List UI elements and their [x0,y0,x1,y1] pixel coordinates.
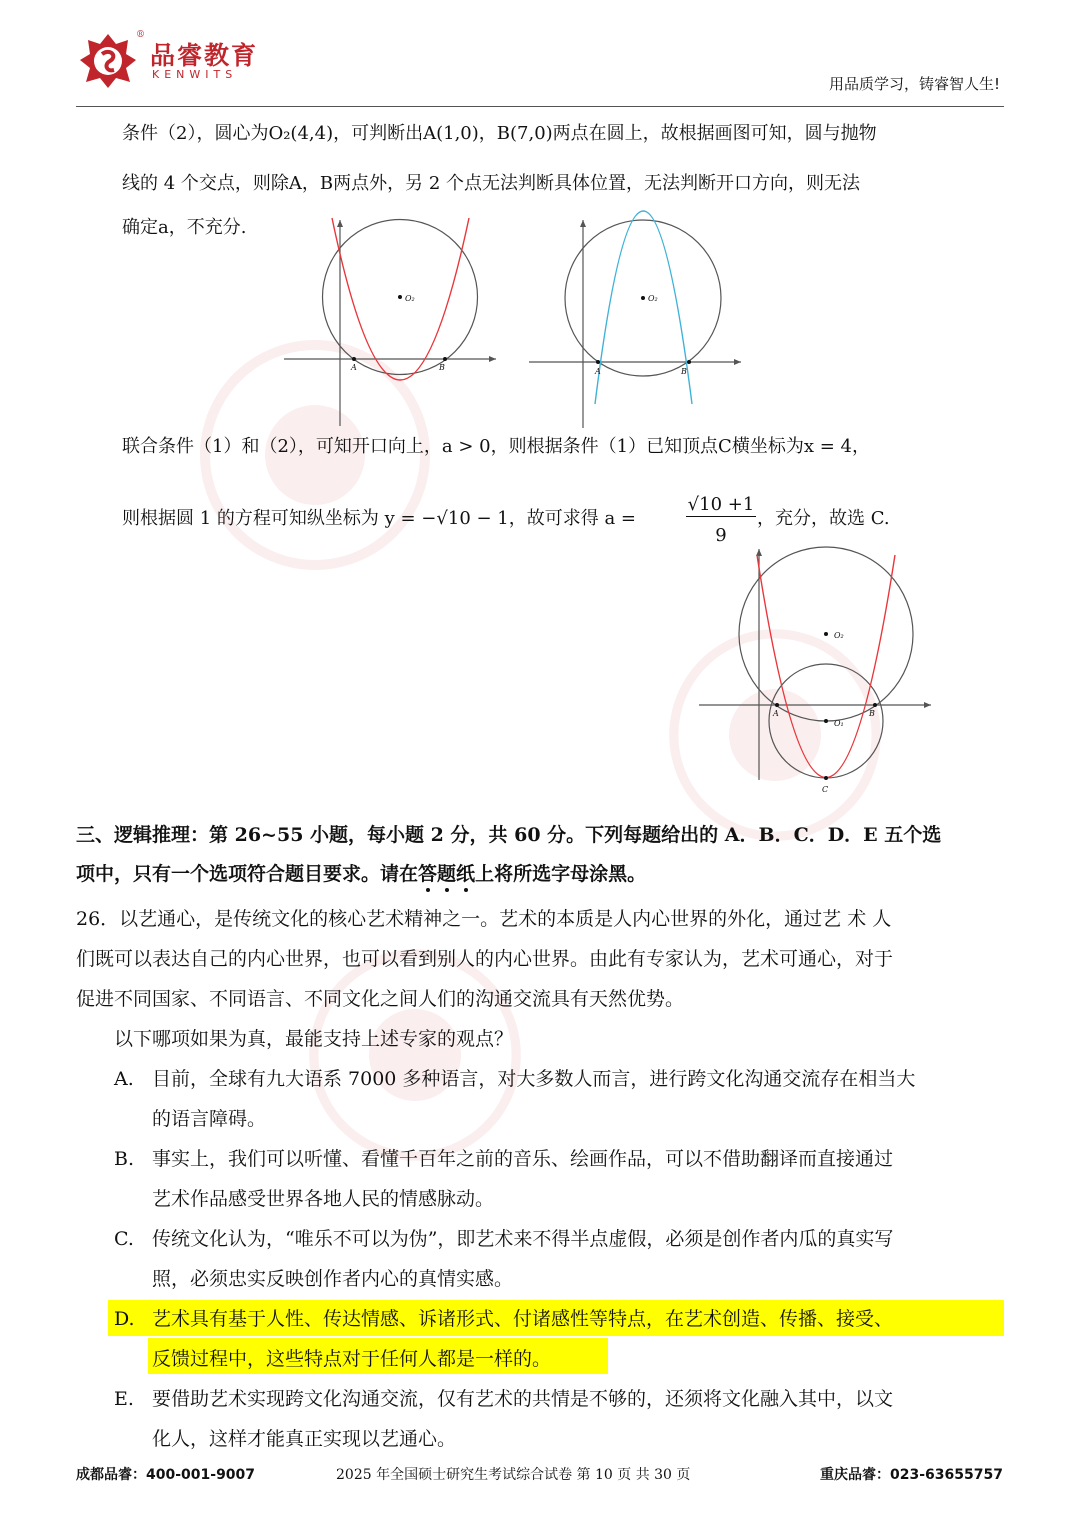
section-heading-line-2 [76,862,646,886]
question-stem-line-2: 们既可以表达自己的内心世界，也可以看到别人的内心世界。由此有专家认为，艺术可通心，对于 [76,948,894,970]
label-c: C [822,785,829,794]
label-b: B [869,709,875,718]
kenwits-logo-icon [76,30,140,92]
option-c-line-1: 传统文化认为，“唯乐不可以为伪”，即艺术来不得半点虚假，必须是创作者内瓜的真实写 [152,1228,894,1250]
solution-line-1: 条件（2），圆心为O₂(4,4)，可判断出A(1,0)，B(7,0)两点在圆上，故根据画图可知，圆与抛物 [122,123,877,144]
option-letter: E. [114,1388,134,1410]
emphasis-dot-char: 纸 [456,863,476,885]
brand-name-en: KENWITS [152,68,238,81]
option-a-line-2: 的语言障碍。 [152,1108,267,1130]
label-o1: O₁ [834,719,844,728]
option-letter: C. [114,1228,134,1250]
solution-line-5b: ，充分，故选 C. [757,508,890,529]
solution-line-5a: 则根据圆 1 的方程可知纵坐标为 y = −√10 − 1，故可求得 a = [122,508,636,529]
option-e-line-2: 化人，这样才能真正实现以艺通心。 [152,1428,457,1450]
label-o2: O₂ [648,294,658,303]
label-o2: O₂ [405,294,415,303]
question-ask: 以下哪项如果为真，最能支持上述专家的观点？ [114,1028,514,1050]
option-letter: D. [114,1308,135,1330]
footer-chongqing-contact: 重庆品睿：023-63655757 [820,1467,1003,1483]
header-divider [76,106,1004,107]
brand-name: 品睿教育 [150,41,259,70]
emphasis-dot-char: 答 [418,863,438,885]
slogan: 用品质学习，铸睿智人生! [828,75,1000,93]
option-e-line-1: 要借助艺术实现跨文化沟通交流，仅有艺术的共情是不够的，还须将文化融入其中，以文 [152,1388,894,1410]
option-c-line-2: 照，必须忠实反映创作者内心的真情实感。 [152,1268,514,1290]
footer-page-info: 2025 年全国硕士研究生考试综合试卷 第 10 页 共 30 页 [336,1467,691,1483]
fraction-denominator: 9 [715,525,727,546]
section-heading-text: 项中，只有一个选项符合题目要求。请在 [76,863,419,885]
watermark-logo-icon [300,940,530,1170]
emphasis-dot-char: 题 [437,863,457,885]
figure-blue-parabola [525,208,745,430]
figure-red-parabola [280,212,500,430]
option-letter: B. [114,1148,135,1170]
solution-line-4: 联合条件（1）和（2），可知开口向上，a > 0，则根据条件（1）已知顶点C横坐标为x = 4， [122,436,870,457]
label-a: A [773,709,779,718]
registered-mark: ® [136,30,145,40]
option-letter: A. [114,1068,134,1090]
label-b: B [681,367,687,376]
question-stem-line-3: 促进不同国家、不同语言、不同文化之间人们的沟通交流具有天然优势。 [76,988,685,1010]
option-d-line-2: 反馈过程中，这些特点对于任何人都是一样的。 [152,1348,552,1370]
option-b-line-1: 事实上，我们可以听懂、看懂千百年之前的音乐、绘画作品，可以不借助翻译而直接通过 [152,1148,894,1170]
option-a-line-1: 目前，全球有九大语系 7000 多种语言，对大多数人而言，进行跨文化沟通交流存在相当大 [152,1068,916,1090]
label-a: A [351,363,357,372]
fraction-numerator: √10 +1 [687,494,755,515]
solution-line-3: 确定a，不充分. [122,217,247,238]
label-a: A [595,367,601,376]
option-b-line-2: 艺术作品感受世界各地人民的情感脉动。 [152,1188,495,1210]
section-heading-line-1: 三、逻辑推理：第 26~55 小题，每小题 2 分，共 60 分。下列每题给出的 A．B．C．D．E 五个选 [76,824,942,846]
footer-chengdu-contact: 成都品睿：400-001-9007 [76,1467,256,1483]
question-stem-line-1: 26．以艺通心，是传统文化的核心艺术精神之一。艺术的本质是人内心世界的外化，通过艺 术 人 [76,908,892,930]
label-b: B [439,363,445,372]
option-d-line-1: 艺术具有基于人性、传达情感、诉诸形式、付诸感性等特点，在艺术创造、传播、接受、 [152,1308,894,1330]
section-heading-text: 上将所选字母涂黑。 [475,863,647,885]
solution-line-2: 线的 4 个交点，则除A，B两点外，另 2 个点无法判断具体位置，无法判断开口方向，则无法 [122,173,861,194]
label-o2: O₂ [834,631,844,640]
figure-joint-circles [695,545,935,800]
